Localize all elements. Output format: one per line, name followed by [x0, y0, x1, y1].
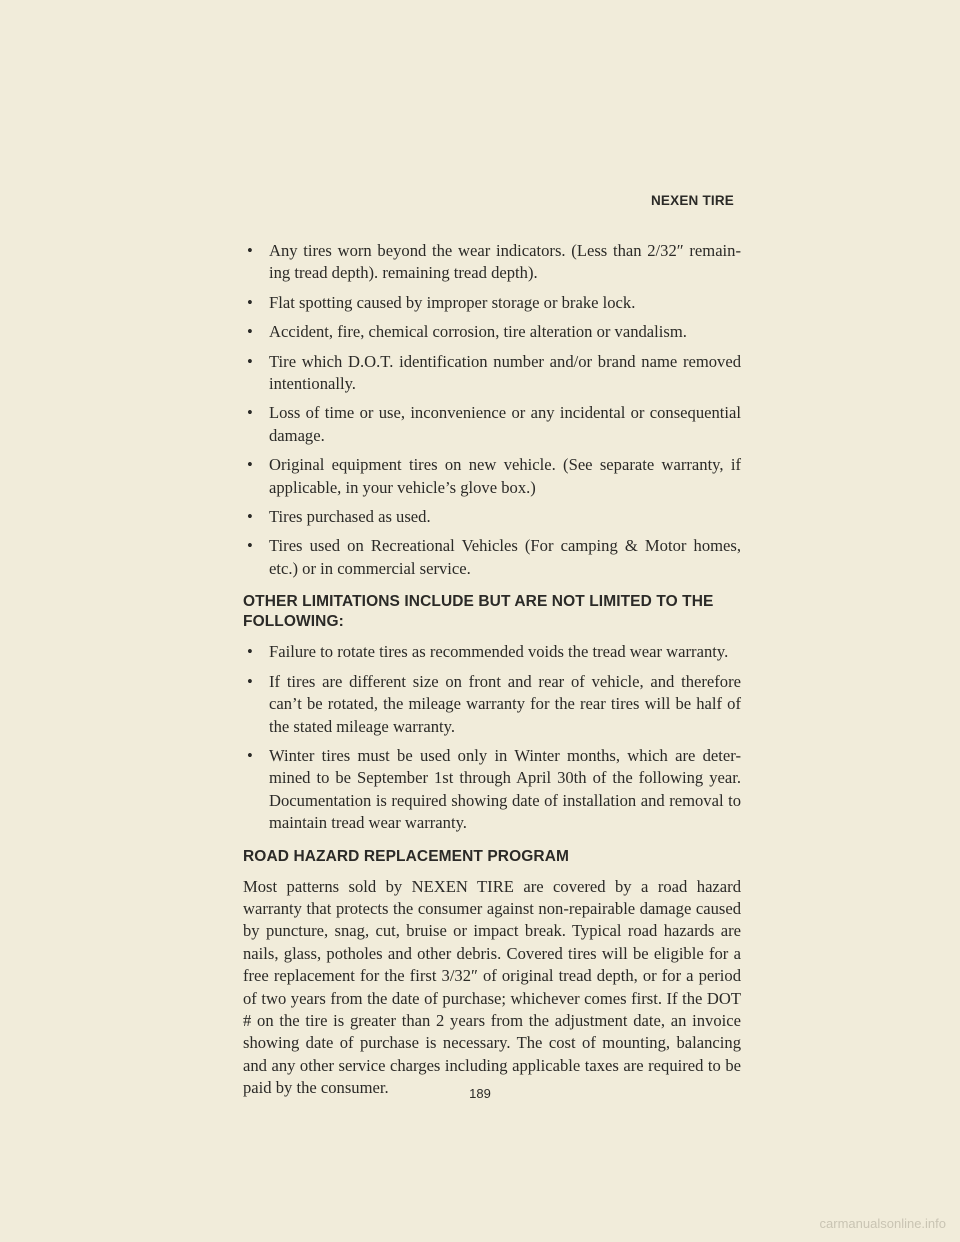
- limitations-heading: OTHER LIMITATIONS INCLUDE BUT ARE NOT LIMITED TO THE FOLLOWING:: [243, 593, 714, 631]
- bullet-icon: •: [247, 351, 253, 371]
- bullet-icon: •: [247, 241, 253, 260]
- page-content: [243, 240, 741, 1100]
- bullet-icon: •: [247, 745, 253, 765]
- page-number: 189: [469, 1086, 491, 1101]
- road-hazard-paragraph: Most patterns sold by NEXEN TIRE are covered by a road hazard warranty that protects the consumer against non-repairable damage caused by puncture, snag, cut, bruise or impact break. Typical road hazards are nails, glass, potholes and other debris. Covered tires will be eligible for a free replacement for the first 3/32″ of original tread depth, or for a period of two years from the date of purchase; whichever comes first. If the DOT # on the tire is greater than 2 years from the adjustment date, an invoice showing date of purchase is necessary. The cost of mounting, balancing and any other service charges including applicable taxes are required to be paid by the consumer.: [243, 876, 741, 1098]
- bullet-icon: •: [247, 455, 253, 475]
- list-item: • Any tires worn beyond the wear indicators. (Less than 2/32″ remain-ing tread depth). remaining tread depth).: [247, 241, 741, 283]
- list-item: • Original equipment tires on new vehicle. (See separate warranty, if applicable, in your vehicle’s glove box.): [247, 455, 741, 497]
- bullet-icon: •: [247, 322, 253, 342]
- list-item: • Failure to rotate tires as recommended voids the tread wear warranty.: [243, 641, 741, 663]
- list-item: • If tires are different size on front and rear of vehicle, and therefore can’t be rotated, the mileage warranty for the rear tires will be half of the stated mileage warranty.: [247, 671, 741, 736]
- list-item: • Accident, fire, chemical corrosion, tire alteration or vandalism.: [243, 321, 741, 343]
- exclusions-list: [243, 240, 741, 580]
- watermark: carmanualsonline.info: [819, 1216, 946, 1231]
- limitations-list: [243, 641, 741, 834]
- bullet-icon: •: [247, 292, 253, 312]
- bullet-icon: •: [247, 671, 253, 691]
- bullet-icon: •: [247, 403, 253, 423]
- list-item: • Winter tires must be used only in Winter months, which are deter-mined to be September 1st through April 30th of the following year. Documentation is required showing date of installation and removal to maintain tread wear warranty.: [247, 745, 741, 833]
- running-head: NEXEN TIRE: [650, 193, 734, 208]
- road-hazard-heading: ROAD HAZARD REPLACEMENT PROGRAM: [243, 847, 570, 865]
- bullet-icon: •: [247, 507, 253, 527]
- list-item: • Loss of time or use, inconvenience or any incidental or consequential damage.: [247, 403, 741, 445]
- list-item: • Flat spotting caused by improper storage or brake lock.: [243, 292, 741, 314]
- list-item: • Tires used on Recreational Vehicles (For camping & Motor homes, etc.) or in commercial service.: [247, 536, 741, 578]
- list-item: • Tires purchased as used.: [243, 506, 741, 528]
- bullet-icon: •: [247, 642, 253, 662]
- list-item: • Tire which D.O.T. identification number and/or brand name removed intentionally.: [247, 351, 741, 394]
- bullet-icon: •: [247, 536, 253, 556]
